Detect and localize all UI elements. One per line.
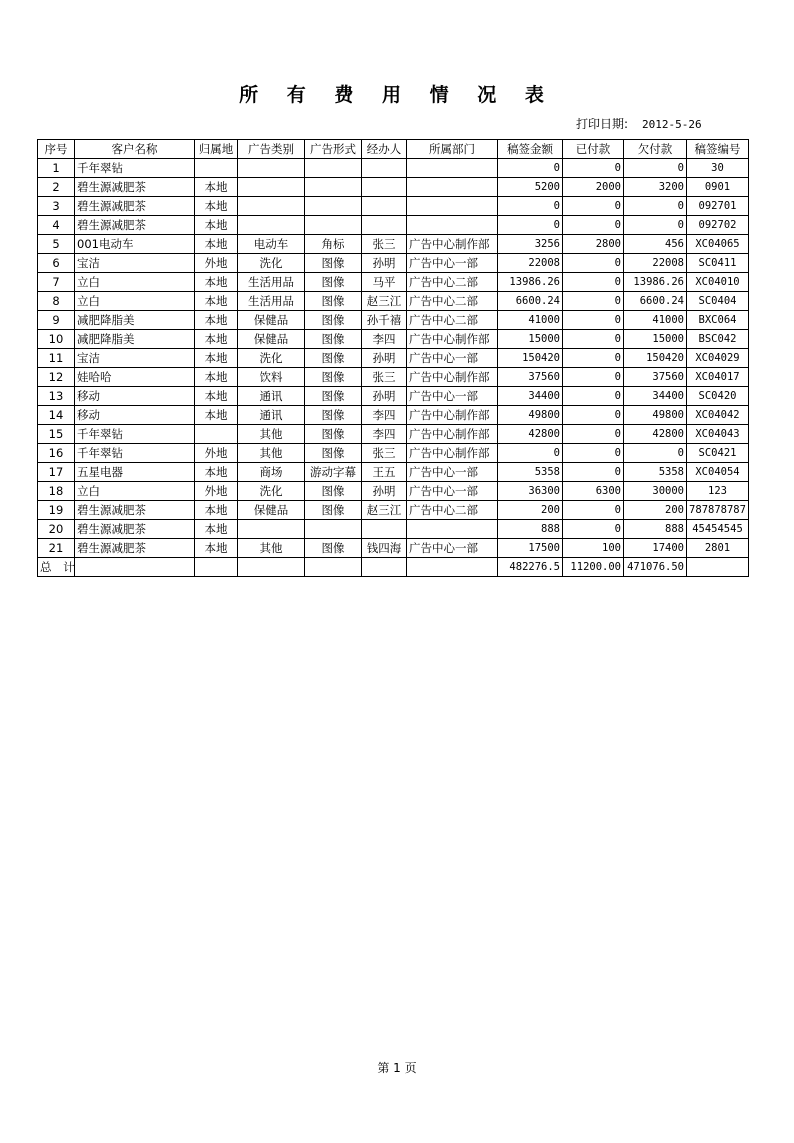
department-cell xyxy=(407,216,498,235)
region-cell: 外地 xyxy=(195,254,238,273)
col-header: 稿签金额 xyxy=(498,140,563,159)
customer-cell: 001电动车 xyxy=(75,235,195,254)
paid-cell: 0 xyxy=(563,368,624,387)
amount-cell: 15000 xyxy=(498,330,563,349)
code-cell: XC04029 xyxy=(687,349,749,368)
handler-cell: 李四 xyxy=(362,406,407,425)
seq-cell: 21 xyxy=(38,539,75,558)
table-row xyxy=(38,330,749,349)
category-cell: 通讯 xyxy=(238,387,305,406)
department-cell: 广告中心二部 xyxy=(407,501,498,520)
header-row xyxy=(38,140,749,159)
seq-cell: 8 xyxy=(38,292,75,311)
table-row xyxy=(38,216,749,235)
handler-cell: 赵三江 xyxy=(362,501,407,520)
region-cell: 本地 xyxy=(195,501,238,520)
page-number: 第 1 页 xyxy=(377,1061,417,1075)
customer-cell: 千年翠钻 xyxy=(75,444,195,463)
customer-cell: 娃哈哈 xyxy=(75,368,195,387)
category-cell: 饮料 xyxy=(238,368,305,387)
customer-cell: 立白 xyxy=(75,482,195,501)
code-cell: 092702 xyxy=(687,216,749,235)
region-cell: 本地 xyxy=(195,197,238,216)
owed-cell: 888 xyxy=(624,520,687,539)
amount-cell: 13986.26 xyxy=(498,273,563,292)
department-cell: 广告中心一部 xyxy=(407,482,498,501)
region-cell xyxy=(195,425,238,444)
owed-cell: 34400 xyxy=(624,387,687,406)
col-header: 广告形式 xyxy=(305,140,362,159)
region-cell: 本地 xyxy=(195,463,238,482)
table-row xyxy=(38,235,749,254)
region-cell: 本地 xyxy=(195,292,238,311)
paid-cell: 0 xyxy=(563,273,624,292)
owed-cell: 37560 xyxy=(624,368,687,387)
format-cell: 角标 xyxy=(305,235,362,254)
code-cell: SC0404 xyxy=(687,292,749,311)
department-cell: 广告中心制作部 xyxy=(407,406,498,425)
print-date-label: 打印日期: xyxy=(576,117,629,131)
amount-cell: 0 xyxy=(498,159,563,178)
customer-cell: 碧生源减肥茶 xyxy=(75,501,195,520)
owed-cell: 0 xyxy=(624,197,687,216)
table-cell xyxy=(687,558,749,577)
format-cell: 图像 xyxy=(305,539,362,558)
category-cell: 商场 xyxy=(238,463,305,482)
col-header: 序号 xyxy=(38,140,75,159)
table-row xyxy=(38,501,749,520)
format-cell xyxy=(305,159,362,178)
format-cell: 游动字幕 xyxy=(305,463,362,482)
total-owed: 471076.50 xyxy=(624,558,687,577)
handler-cell xyxy=(362,159,407,178)
customer-cell: 碧生源减肥茶 xyxy=(75,197,195,216)
seq-cell: 2 xyxy=(38,178,75,197)
region-cell: 本地 xyxy=(195,311,238,330)
table-row xyxy=(38,349,749,368)
department-cell: 广告中心二部 xyxy=(407,273,498,292)
seq-cell: 11 xyxy=(38,349,75,368)
region-cell: 本地 xyxy=(195,520,238,539)
seq-cell: 16 xyxy=(38,444,75,463)
handler-cell: 马平 xyxy=(362,273,407,292)
category-cell: 电动车 xyxy=(238,235,305,254)
paid-cell: 0 xyxy=(563,216,624,235)
table-row xyxy=(38,273,749,292)
customer-cell: 减肥降脂美 xyxy=(75,330,195,349)
department-cell: 广告中心一部 xyxy=(407,349,498,368)
table-row xyxy=(38,178,749,197)
code-cell: BSC042 xyxy=(687,330,749,349)
seq-cell: 19 xyxy=(38,501,75,520)
department-cell: 广告中心一部 xyxy=(407,254,498,273)
col-header: 经办人 xyxy=(362,140,407,159)
owed-cell: 15000 xyxy=(624,330,687,349)
seq-cell: 4 xyxy=(38,216,75,235)
category-cell: 洗化 xyxy=(238,254,305,273)
format-cell: 图像 xyxy=(305,292,362,311)
owed-cell: 30000 xyxy=(624,482,687,501)
department-cell: 广告中心一部 xyxy=(407,463,498,482)
table-row xyxy=(38,254,749,273)
owed-cell: 13986.26 xyxy=(624,273,687,292)
department-cell: 广告中心制作部 xyxy=(407,425,498,444)
paid-cell: 2800 xyxy=(563,235,624,254)
owed-cell: 3200 xyxy=(624,178,687,197)
amount-cell: 36300 xyxy=(498,482,563,501)
department-cell xyxy=(407,197,498,216)
department-cell: 广告中心二部 xyxy=(407,311,498,330)
paid-cell: 6300 xyxy=(563,482,624,501)
handler-cell: 张三 xyxy=(362,235,407,254)
owed-cell: 456 xyxy=(624,235,687,254)
amount-cell: 34400 xyxy=(498,387,563,406)
department-cell: 广告中心二部 xyxy=(407,292,498,311)
format-cell: 图像 xyxy=(305,368,362,387)
handler-cell: 孙明 xyxy=(362,387,407,406)
department-cell xyxy=(407,520,498,539)
table-cell xyxy=(407,558,498,577)
handler-cell: 张三 xyxy=(362,444,407,463)
code-cell: SC0421 xyxy=(687,444,749,463)
handler-cell: 王五 xyxy=(362,463,407,482)
amount-cell: 0 xyxy=(498,216,563,235)
region-cell: 本地 xyxy=(195,330,238,349)
department-cell: 广告中心一部 xyxy=(407,387,498,406)
seq-cell: 7 xyxy=(38,273,75,292)
seq-cell: 18 xyxy=(38,482,75,501)
seq-cell: 1 xyxy=(38,159,75,178)
code-cell: XC04017 xyxy=(687,368,749,387)
owed-cell: 22008 xyxy=(624,254,687,273)
format-cell xyxy=(305,197,362,216)
region-cell: 本地 xyxy=(195,273,238,292)
amount-cell: 0 xyxy=(498,197,563,216)
paid-cell: 100 xyxy=(563,539,624,558)
category-cell: 洗化 xyxy=(238,349,305,368)
table-row xyxy=(38,368,749,387)
seq-cell: 15 xyxy=(38,425,75,444)
region-cell: 本地 xyxy=(195,235,238,254)
department-cell: 广告中心制作部 xyxy=(407,368,498,387)
total-label: 总 计 xyxy=(38,558,75,577)
owed-cell: 49800 xyxy=(624,406,687,425)
seq-cell: 14 xyxy=(38,406,75,425)
owed-cell: 17400 xyxy=(624,539,687,558)
code-cell: SC0420 xyxy=(687,387,749,406)
category-cell: 生活用品 xyxy=(238,273,305,292)
region-cell: 本地 xyxy=(195,368,238,387)
seq-cell: 12 xyxy=(38,368,75,387)
format-cell: 图像 xyxy=(305,387,362,406)
category-cell: 通讯 xyxy=(238,406,305,425)
code-cell: 2801 xyxy=(687,539,749,558)
col-header: 欠付款 xyxy=(624,140,687,159)
category-cell: 保健品 xyxy=(238,330,305,349)
table-cell xyxy=(362,558,407,577)
code-cell: BXC064 xyxy=(687,311,749,330)
customer-cell: 碧生源减肥茶 xyxy=(75,539,195,558)
customer-cell: 立白 xyxy=(75,292,195,311)
region-cell: 本地 xyxy=(195,387,238,406)
handler-cell: 李四 xyxy=(362,330,407,349)
table-cell xyxy=(238,558,305,577)
seq-cell: 3 xyxy=(38,197,75,216)
table-row xyxy=(38,406,749,425)
category-cell: 其他 xyxy=(238,539,305,558)
handler-cell xyxy=(362,520,407,539)
paid-cell: 0 xyxy=(563,197,624,216)
table-row xyxy=(38,311,749,330)
col-header: 已付款 xyxy=(563,140,624,159)
amount-cell: 41000 xyxy=(498,311,563,330)
paid-cell: 0 xyxy=(563,292,624,311)
customer-cell: 减肥降脂美 xyxy=(75,311,195,330)
category-cell xyxy=(238,197,305,216)
category-cell xyxy=(238,159,305,178)
code-cell: 45454545 xyxy=(687,520,749,539)
code-cell: XC04054 xyxy=(687,463,749,482)
category-cell: 其他 xyxy=(238,444,305,463)
customer-cell: 宝洁 xyxy=(75,349,195,368)
region-cell: 本地 xyxy=(195,406,238,425)
category-cell xyxy=(238,520,305,539)
format-cell: 图像 xyxy=(305,482,362,501)
department-cell xyxy=(407,159,498,178)
total-amount: 482276.5 xyxy=(498,558,563,577)
owed-cell: 41000 xyxy=(624,311,687,330)
owed-cell: 0 xyxy=(624,159,687,178)
format-cell: 图像 xyxy=(305,444,362,463)
category-cell xyxy=(238,178,305,197)
table-row xyxy=(38,159,749,178)
seq-cell: 5 xyxy=(38,235,75,254)
handler-cell xyxy=(362,178,407,197)
amount-cell: 3256 xyxy=(498,235,563,254)
code-cell: SC0411 xyxy=(687,254,749,273)
format-cell: 图像 xyxy=(305,425,362,444)
amount-cell: 888 xyxy=(498,520,563,539)
paid-cell: 0 xyxy=(563,463,624,482)
department-cell: 广告中心制作部 xyxy=(407,444,498,463)
paid-cell: 0 xyxy=(563,159,624,178)
paid-cell: 0 xyxy=(563,520,624,539)
amount-cell: 42800 xyxy=(498,425,563,444)
customer-cell: 千年翠钻 xyxy=(75,425,195,444)
owed-cell: 0 xyxy=(624,444,687,463)
customer-cell: 宝洁 xyxy=(75,254,195,273)
paid-cell: 0 xyxy=(563,387,624,406)
handler-cell: 张三 xyxy=(362,368,407,387)
customer-cell: 碧生源减肥茶 xyxy=(75,216,195,235)
paid-cell: 0 xyxy=(563,311,624,330)
page-title: 所 有 费 用 情 况 表 xyxy=(239,84,555,106)
handler-cell: 赵三江 xyxy=(362,292,407,311)
region-cell: 本地 xyxy=(195,178,238,197)
table-row xyxy=(38,197,749,216)
print-date-value: 2012-5-26 xyxy=(642,118,702,131)
region-cell: 本地 xyxy=(195,539,238,558)
department-cell: 广告中心制作部 xyxy=(407,235,498,254)
handler-cell: 孙明 xyxy=(362,349,407,368)
seq-cell: 13 xyxy=(38,387,75,406)
handler-cell: 孙千禧 xyxy=(362,311,407,330)
col-header: 归属地 xyxy=(195,140,238,159)
paid-cell: 0 xyxy=(563,444,624,463)
format-cell: 图像 xyxy=(305,311,362,330)
owed-cell: 200 xyxy=(624,501,687,520)
amount-cell: 37560 xyxy=(498,368,563,387)
seq-cell: 10 xyxy=(38,330,75,349)
table-row xyxy=(38,539,749,558)
code-cell: 123 xyxy=(687,482,749,501)
customer-cell: 五星电器 xyxy=(75,463,195,482)
owed-cell: 150420 xyxy=(624,349,687,368)
amount-cell: 49800 xyxy=(498,406,563,425)
format-cell: 图像 xyxy=(305,406,362,425)
customer-cell: 碧生源减肥茶 xyxy=(75,178,195,197)
table-cell xyxy=(75,558,195,577)
table-row xyxy=(38,520,749,539)
expense-table xyxy=(37,139,749,577)
customer-cell: 移动 xyxy=(75,406,195,425)
category-cell: 保健品 xyxy=(238,311,305,330)
table-cell xyxy=(195,558,238,577)
seq-cell: 17 xyxy=(38,463,75,482)
region-cell xyxy=(195,159,238,178)
category-cell: 洗化 xyxy=(238,482,305,501)
format-cell: 图像 xyxy=(305,330,362,349)
region-cell: 外地 xyxy=(195,444,238,463)
handler-cell: 钱四海 xyxy=(362,539,407,558)
code-cell: XC04042 xyxy=(687,406,749,425)
total-paid: 11200.00 xyxy=(563,558,624,577)
code-cell: 0901 xyxy=(687,178,749,197)
region-cell: 外地 xyxy=(195,482,238,501)
print-date xyxy=(576,115,702,132)
department-cell: 广告中心一部 xyxy=(407,539,498,558)
paid-cell: 0 xyxy=(563,425,624,444)
customer-cell: 碧生源减肥茶 xyxy=(75,520,195,539)
category-cell: 保健品 xyxy=(238,501,305,520)
format-cell: 图像 xyxy=(305,273,362,292)
col-header: 所属部门 xyxy=(407,140,498,159)
paid-cell: 2000 xyxy=(563,178,624,197)
amount-cell: 6600.24 xyxy=(498,292,563,311)
owed-cell: 5358 xyxy=(624,463,687,482)
amount-cell: 5358 xyxy=(498,463,563,482)
format-cell: 图像 xyxy=(305,501,362,520)
format-cell: 图像 xyxy=(305,349,362,368)
col-header: 稿签编号 xyxy=(687,140,749,159)
table-body xyxy=(38,159,749,558)
region-cell: 本地 xyxy=(195,349,238,368)
amount-cell: 200 xyxy=(498,501,563,520)
table-row xyxy=(38,387,749,406)
col-header: 广告类别 xyxy=(238,140,305,159)
handler-cell xyxy=(362,197,407,216)
amount-cell: 0 xyxy=(498,444,563,463)
format-cell xyxy=(305,216,362,235)
handler-cell: 李四 xyxy=(362,425,407,444)
amount-cell: 150420 xyxy=(498,349,563,368)
paid-cell: 0 xyxy=(563,406,624,425)
format-cell xyxy=(305,520,362,539)
code-cell: XC04043 xyxy=(687,425,749,444)
code-cell: 092701 xyxy=(687,197,749,216)
owed-cell: 0 xyxy=(624,216,687,235)
table-row xyxy=(38,425,749,444)
category-cell xyxy=(238,216,305,235)
amount-cell: 17500 xyxy=(498,539,563,558)
customer-cell: 千年翠钻 xyxy=(75,159,195,178)
table-row xyxy=(38,482,749,501)
seq-cell: 20 xyxy=(38,520,75,539)
code-cell: XC04065 xyxy=(687,235,749,254)
amount-cell: 22008 xyxy=(498,254,563,273)
handler-cell: 孙明 xyxy=(362,254,407,273)
table-row xyxy=(38,463,749,482)
paid-cell: 0 xyxy=(563,330,624,349)
code-cell: XC04010 xyxy=(687,273,749,292)
table-row xyxy=(38,444,749,463)
customer-cell: 移动 xyxy=(75,387,195,406)
owed-cell: 6600.24 xyxy=(624,292,687,311)
department-cell: 广告中心制作部 xyxy=(407,330,498,349)
handler-cell xyxy=(362,216,407,235)
paid-cell: 0 xyxy=(563,349,624,368)
handler-cell: 孙明 xyxy=(362,482,407,501)
col-header: 客户名称 xyxy=(75,140,195,159)
region-cell: 本地 xyxy=(195,216,238,235)
total-row xyxy=(38,558,749,577)
code-cell: 30 xyxy=(687,159,749,178)
category-cell: 其他 xyxy=(238,425,305,444)
paid-cell: 0 xyxy=(563,501,624,520)
amount-cell: 5200 xyxy=(498,178,563,197)
seq-cell: 6 xyxy=(38,254,75,273)
department-cell xyxy=(407,178,498,197)
code-cell: 787878787 xyxy=(687,501,749,520)
table-cell xyxy=(305,558,362,577)
seq-cell: 9 xyxy=(38,311,75,330)
table-row xyxy=(38,292,749,311)
customer-cell: 立白 xyxy=(75,273,195,292)
category-cell: 生活用品 xyxy=(238,292,305,311)
format-cell xyxy=(305,178,362,197)
format-cell: 图像 xyxy=(305,254,362,273)
paid-cell: 0 xyxy=(563,254,624,273)
owed-cell: 42800 xyxy=(624,425,687,444)
